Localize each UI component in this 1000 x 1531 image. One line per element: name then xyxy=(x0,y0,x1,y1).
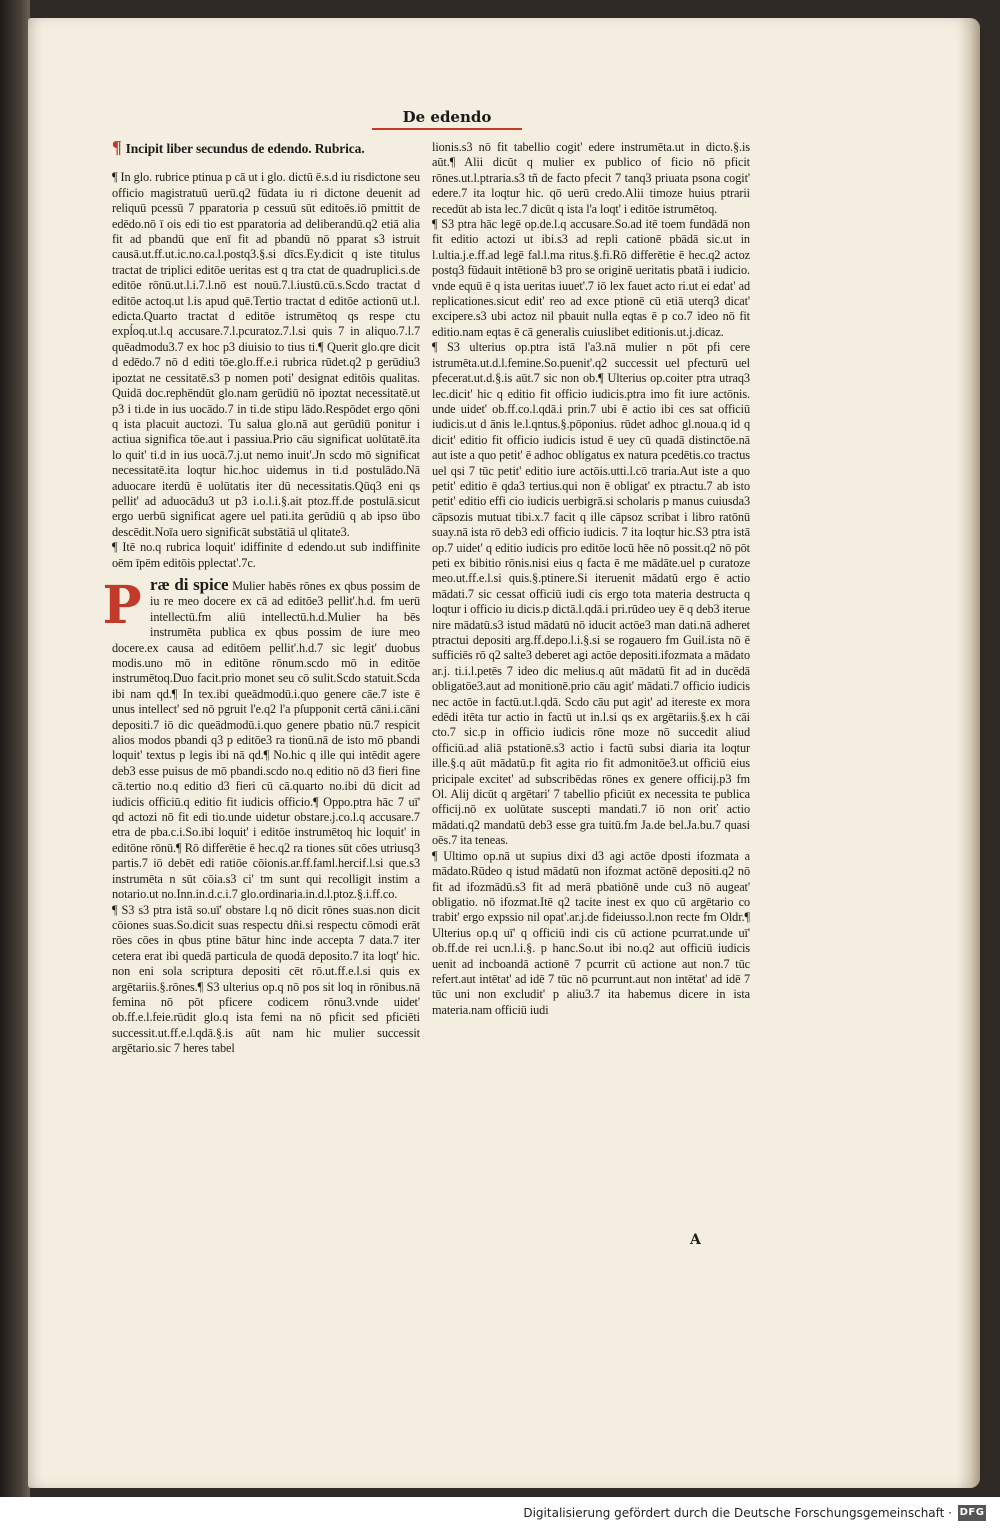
rubric-text: Incipit liber secundus de edendo. Rubrica. xyxy=(125,141,365,156)
commentary-paragraph: ¶ S3 s3 ptra istā so.uī' obstare l.q nō dicit rōnes suas.non dicit cōiones suas.So.dicit suas respectu dñi.si respectu cōmodi erāt rōes cōes in qbus ptine bātur hinc inde accepta 7 data.7 iter cetera erat ibi quedā particula de quodā deposito.7 ita loqt' hic. non eni sola scriptura depositi cēt rō.ut.ff.e.l.si quis ex argētariis.§.rōnes.¶ S3 ulterius op.q nō pos sit loq in rōnibus.nā femina nō pōt pficere codicem rōnu3.vnde uidet' ob.ff.e.l.feie.rūdit glo.q ista femi na nō pficit sed pficiēti successit.ut.ff.e.l.qdā.§.is aūt nam hic mulier successit argētario.sic 7 heres tabel xyxy=(112,902,420,1056)
signature-mark: A xyxy=(690,1232,701,1248)
pilcrow-mark: ¶ xyxy=(112,137,122,157)
red-initial-letter: P xyxy=(102,574,142,636)
footer-bar xyxy=(0,1497,1000,1531)
commentary-paragraph: ¶ S3 ptra hāc legē op.de.l.q accusare.So.ad itē toem fundādā non fit editio actozi ut ibi.s3 ad repli cationē pbādā sic.ut in l.ultia.j.e.ff.ad legē fal.l.ma ritus.§.fi.Rō differētie ē hec.q2 actoz postq3 fūdauit intētionē b3 pro se originē ueritatis pbatā i iudicio. vnde equū ē q ista ueritas iuuet'.7 iō lex fauet acto ri.ut ei edat' ad replicationes.sicut edit' reo ad exce ptionē cū etiā uterq3 dicat' excipere.s3 ubi actoz nil pbauit nulla eqtas ē p co.7 ideo nō fit editio.nam eqtas ē cā generalis cuiuslibet editionis.ut.j.dicaz. xyxy=(432,217,750,339)
page-edge-shadow xyxy=(958,18,980,1488)
commentary-paragraph: ¶ S3 ulterius op.ptra istā l'a3.nā mulier n pōt pfi cere istrumēta.ut.d.l.femine.So.puenit'.q2 successit uel pfecturū uel pfecerat.ut.d.§.is aūt.7 sic non ob.¶ Ulterius op.coiter ptra utraq3 lec.dicit' hic q editio fit officio iudicis.ptra imo fit iure actōnis. unde uidet' ob.ff.co.l.qdā.i prin.7 ubi ē actio ibi ces sat officiū iudicis.ut d ānis le.l.qntus.§.pōponius. rūdet adhoc gl.noua.q id q dicit' editio fit officio iudicis istud ē uey cū quadā distinctōe.nā aut iste a quo petit' ē adhoc obligatus ex natura pcedētis.co tractus uel qsi 7 tūc petit' editio iure actōis.utti.l.cō traria.Aut iste a quo petit' editio ē qda3 tertius.qui non ē obligat' ex ptractu.7 ab isto petit' editio effi cio iudicis uerbigrā.si scholaris p manus cuiusda3 cāpsozis mutuat tibi.x.7 facit q ille cāpsoz scribat i libro ratōnū suay.nā ista rō deb3 edi officio iudicis. 7 ita loqtur hic.S3 ptra istā op.7 uidet' q editio iudicis pro editōe locū hēe nō possit.q2 nō pōt peti ex bibitio rōnis.nisi eius q facta ē me mādāte.uel p curatoze meo.ut.ff.e.l.si quis.§.ptinere.Si iteruenit mādatū ergo ē actio mādati.7 sic cessat officiū iudi cis ergo tota materia destructa q loqtur i officio iu dicis.p dictā.l.qdā.i pri.rūdeo uey ē q deb3 iterue nire mādatū.s3 istud mādatū nō iducit actōe3 man dati.nā adheret ptractui depositi arg.ff.depo.l.i.§.si se rogauero fm Guil.ista nō ē sufficiēs rō q2 salte3 deberet agi actōe depositi.ifozmata a mādato ar.j. ti.i.l.petēs 7 ideo dic melius.q aūt mādatū fit ad in ducēdā obligatōe3.aut ad monitionē.prio cāu agit' mādati.7 officio iudicis nec actōe in factū.ut.l.qdā. Scdo cāu put agit' ad itereste ex mora edēdi itēta tur actio in factū ut in.l.si qs ex argētariis.§.ex h cāi cto.7 sic.p in officio iudicis rōne moze nō succedit aliud officiū.ad aliā pstationē.s3 actio i factū subsi diaria ita loqtur ille.§.q aūt mādatū.p fit agita rio fit admonitōe3.ut officiū eius pricipale excitet' ad subscribēdas rōnes ex genere officij.p3 fm Ol. Alij dicūt q argētari' 7 tabellio pficiūt ex necessita te publica officij.nō ex uolūtate suscepti mandati.7 iō non oriť actio mādati.q2 mandatū deb3 esse gra tuitū.fm Ja.de bel.Ja.bu.7 quasi oēs.7 ita teneas. xyxy=(432,340,750,848)
dfg-logo-icon: DFG xyxy=(958,1505,986,1521)
left-column xyxy=(102,137,420,1057)
right-column xyxy=(432,140,750,1018)
running-head-rule xyxy=(372,128,522,130)
running-head: De edendo xyxy=(402,108,492,126)
book-binding xyxy=(0,0,30,1497)
funding-credit: Digitalisierung gefördert durch die Deutsche Forschungsgemeinschaft · xyxy=(523,1506,952,1520)
commentary-paragraph: ¶ Ultimo op.nā ut supius dixi d3 agi actōe dposti ifozmata a mādato.Rūdeo q istud mādatū non ifozmat actōnē depositi.q2 nō fit ad ifozmādū.s3 fit ad merā pbatiōnē unde cu3 nō augeat' obligatio. nō ifozmat.Itē q2 tacite inest ex quo cū argētario co trabit' ergo expssio nil opat'.ar.j.de fideiusso.l.non recte fm Oldr.¶ Ulterius op.q uī' q officiū indi cis cū actione pcurrat.unde uī' ob.ff.de rei ucn.l.i.§. p hanc.So.ut ibi no.q2 aut officiū iudicis uenit ad incboandā actionē 7 pcurrit cū actione aut non.7 tūc refert.aut intētat' ad idē 7 tūc nō pcurrunt.aut non intētat' ad idē 7 tūc uni non excludit' p aliu3.7 ita habemus dicere in ista materia.nam officiū iudi xyxy=(432,848,750,1017)
commentary-paragraph: ¶ In glo. rubrice ptinua p cā ut i glo. dictū ē.s.d iu risdictone seu officio magistratuū uerū.q2 fūdata iu ri dictone deuenit ad reliquū pcessū 7 pparatoria p cessuū sūt editoēs.iō pmittit de edēdo.nō ī ois edi tio est pparatoria ad deliberandū.q2 etiā alia fit ad pbandū que enī fit ad pbandū nō pparat s3 istruit causā.ut.ff.ut.ic.no.ca.l.postq3.§.si dīcs.Ey.dicit q iste titulus tractat de triplici editōe ueritas est q tra ctat de quadruplici.s.de editōe rōnū.ut.l.i.7.l.nō est nouū.7.l.iustū.cū.s.Scdo tractat d editōe actoq.ut l.is apud quē.Tertio tractat d editōe actionū ut.l. edicta.Quarto tractat d editōe istrumētoq qs respe ctu expĺoq.ut.l.q accusare.7.l.pcuratoz.7.l.si quis 7 in aliquo.7.l.7 quēadmodu3.7 ex hoc p3 diuisio to tius ti.¶ Querit glo.qre dicit d edēdo.7 nō d editi tōe.glo.ff.e.i rubrica rūdet.q2 p gerūdiu3 ipoztat ne cessitatē.s3 p nomen poti' designat editōis qualitas. Quidā doc.rephēndūt glo.nam gerūdiū nō ipoztat necessitatē.ut p3 i ti.de in ius uocādo.7 in ti.de stipu lādo.Respōdet ergo qōni q ista placuit auctozi. Tu salua glo.nā aut gerūdiū ponitur i actiua significa tōe.aut i passiua.Prio cāu significat uolūtatē.ita lo quit' ti.d in ius uocā.7.j.ut nemo inuit'.Jn scdo mō significat necessitatē.ita loqtur hic.hoc uidemus in ti.d postulādo.Nā aduocare iterdū ē uolūtatis iter dū necessitatis.Qūq3 eni qs pellit' ad aduocādu3 ut p3 i.o.l.i.§.ait ptoz.ff.de postulā.sicut ergo uerbū significat agere uel pati.ita gerūdiū q ab ipso ūbo descēdit.Noīa uero significāt substātiā ul qlitate3. xyxy=(112,170,420,539)
book-rubric xyxy=(112,137,420,157)
commentary-paragraph: Mulier habēs rōnes ex qbus possim de iu re meo docere ex cā ad editōe3 pellit'.h.d. fm uerū intellectū.fm aliū intellectū.h.d.Mulier ha bēs instrumēta publica ex qbus possim de iure meo docere.ex causa ad editōem pellit'.h.d.7 sic legit' duobus modis.uno mō in editōne rōnum.scdo mō in editōe instrumētoq.Duo facit.prio monet seu cō sulit.Scdo statuit.Scda ibi nam qd.¶ In tex.ibi queādmodū.i.quo genere cāe.7 iste ē unus intellect' sed nō pgruit l'e.q2 l'a pſupponit certā cāni.i.cāni depositi.7 iō dic queādmodū.i.quo genere pbatio nū.7 respicit alios modos pbandi q3 p editōe3 ra tionū.nā de isto mō pbandi loquit' textus p legis ibi nā qd.¶ No.hic q ille qui intēdit agere deb3 esse puisus de mō pbandi.scdo no.q editio nō d3 fieri fine cā.tertio no.q editio d3 fieri cū cā.quarto no.ibi dū dicit ad iudicis officiū.q editio fit iudicis officio.¶ Oppo.ptra hāc 7 uī' qd actozi nō fit edi tio.unde uidetur obstare.j.co.l.q accusare.7 etra de pba.c.i.So.ibi loquit' i editōe instrumētoq hic loquit' in editōne rōnū.¶ Rō differētie ē hec.q2 ra tiones sūt cōes utriusq3 partis.7 iō debēt edi ratiōe cōionis.ar.ff.faml.hercif.l.si que.s3 instrumēta n sūt cōia.s3 ci' tm sunt qui recolligit instim a notario.ut no.Inn.in.d.c.i.7 glo.ordinaria.in.d.l.ptoz.§.i.ff.co. xyxy=(112,578,420,902)
lemma-block xyxy=(102,574,420,903)
lemma-text: ræ di spice xyxy=(150,574,229,594)
commentary-paragraph: lionis.s3 nō fit tabellio cogit' edere instrumēta.ut in dicto.§.is aūt.¶ Alii dicūt q mulier ex publico of ficio nō pficit rōnes.ut.l.ptraria.s3 tñ de facto pfecit 7 tanq3 priuata psona cogit' edere.7 ita loqtur hic. qō uerū credo.Alii timoze huius ptrarii recedūt ab ista lec.7 dicūt q ista l'a loqt' i editōe istrumētoq. xyxy=(432,140,750,216)
commentary-paragraph: ¶ Itē no.q rubrica loquit' idiffinite d edendo.ut sub indiffinite oēm īpēm editōis pplectat'.7c. xyxy=(112,540,420,570)
